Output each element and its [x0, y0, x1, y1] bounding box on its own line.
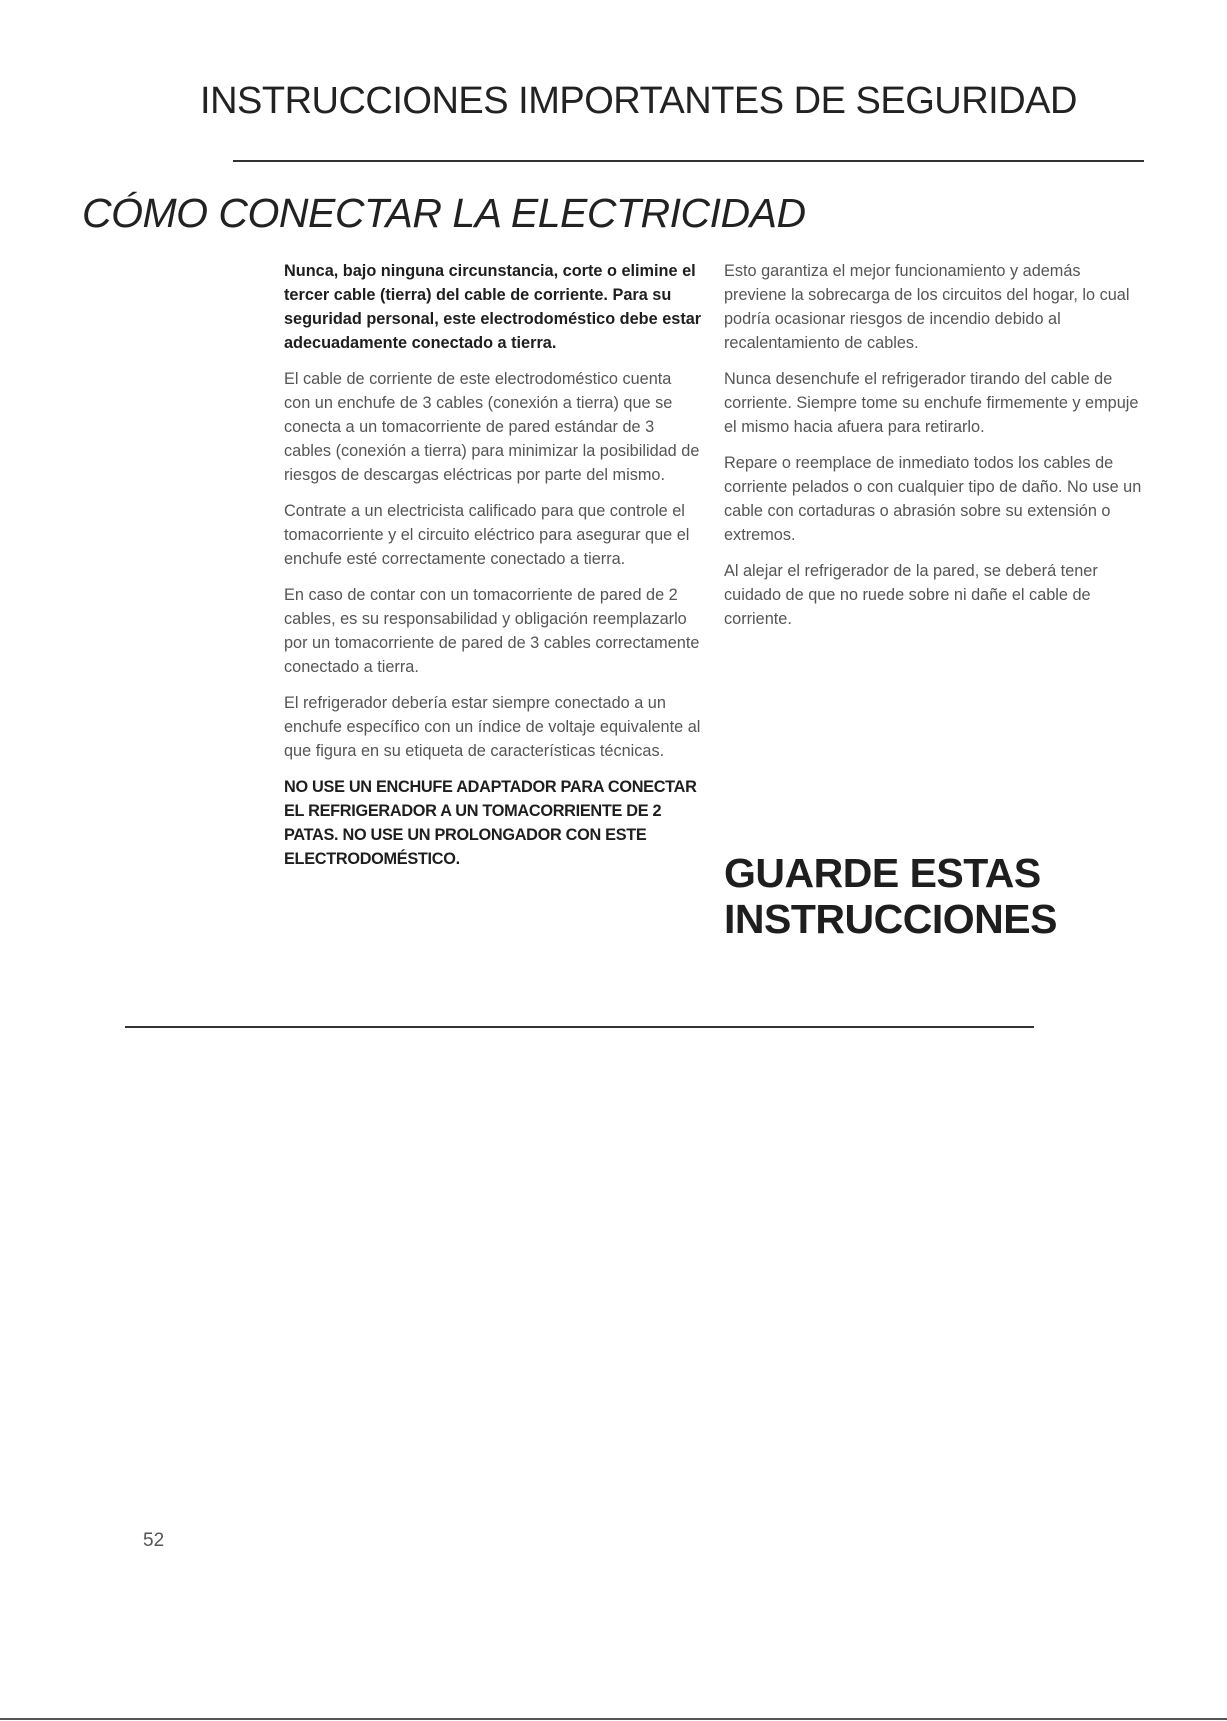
page-bottom-edge — [0, 1718, 1227, 1720]
save-instructions-heading — [724, 850, 1124, 942]
body-paragraph: El refrigerador debería estar siempre conectado a un enchufe específico con un índice de voltaje equivalente al que figura en su etiqueta de características técnicas. — [284, 694, 701, 760]
section-title: CÓMO CONECTAR LA ELECTRICIDAD — [82, 190, 806, 236]
body-paragraph: Al alejar el refrigerador de la pared, se deberá tener cuidado de que no ruede sobre ni dañe el cable de corriente. — [724, 562, 1098, 628]
adapter-warning: NO USE UN ENCHUFE ADAPTADOR PARA CONECTAR EL REFRIGERADOR A UN TOMACORRIENTE DE 2 PATAS. NO USE UN PROLONGADOR CON ESTE ELECTRODOMÉSTICO. — [284, 778, 697, 868]
body-paragraph: Contrate a un electricista calificado para que controle el tomacorriente y el circuito eléctrico para asegurar que el enchufe esté correctamente conectado a tierra. — [284, 502, 690, 568]
header-divider — [233, 160, 1144, 162]
body-paragraph: Esto garantiza el mejor funcionamiento y además previene la sobrecarga de los circuitos del hogar, lo cual podría ocasionar riesgos de incendio debido al recalentamiento de cables. — [724, 262, 1130, 352]
page-header-title: INSTRUCCIONES IMPORTANTES DE SEGURIDAD — [200, 80, 1077, 122]
body-paragraph: Repare o reemplace de inmediato todos los cables de corriente pelados o con cualquier tipo de daño. No use un cable con cortaduras o abrasión sobre su extensión o extremos. — [724, 454, 1142, 544]
save-heading-line: INSTRUCCIONES — [724, 896, 1057, 942]
body-paragraph: En caso de contar con un tomacorriente de pared de 2 cables, es su responsabilidad y obligación reemplazarlo por un tomacorriente de pared de 3 cables correctamente conectado a tierra. — [284, 586, 700, 676]
page-number: 52 — [143, 1530, 165, 1551]
content-divider — [125, 1026, 1034, 1028]
save-heading-line: GUARDE ESTAS — [724, 850, 1041, 896]
grounding-warning-paragraph: Nunca, bajo ninguna circunstancia, corte o elimine el tercer cable (tierra) del cable de corriente. Para su seguridad personal, este electrodoméstico debe estar adecuadamente conectado a tierra. — [284, 262, 702, 352]
body-paragraph: El cable de corriente de este electrodoméstico cuenta con un enchufe de 3 cables (conexión a tierra) que se conecta a un tomacorriente de pared estándar de 3 cables (conexión a tierra) para minimizar la posibilidad de riesgos de descargas eléctricas por parte del mismo. — [284, 370, 700, 484]
body-paragraph: Nunca desenchufe el refrigerador tirando del cable de corriente. Siempre tome su enchufe firmemente y empuje el mismo hacia afuera para retirarlo. — [724, 370, 1139, 436]
right-column — [724, 259, 1144, 643]
left-column — [284, 259, 702, 871]
